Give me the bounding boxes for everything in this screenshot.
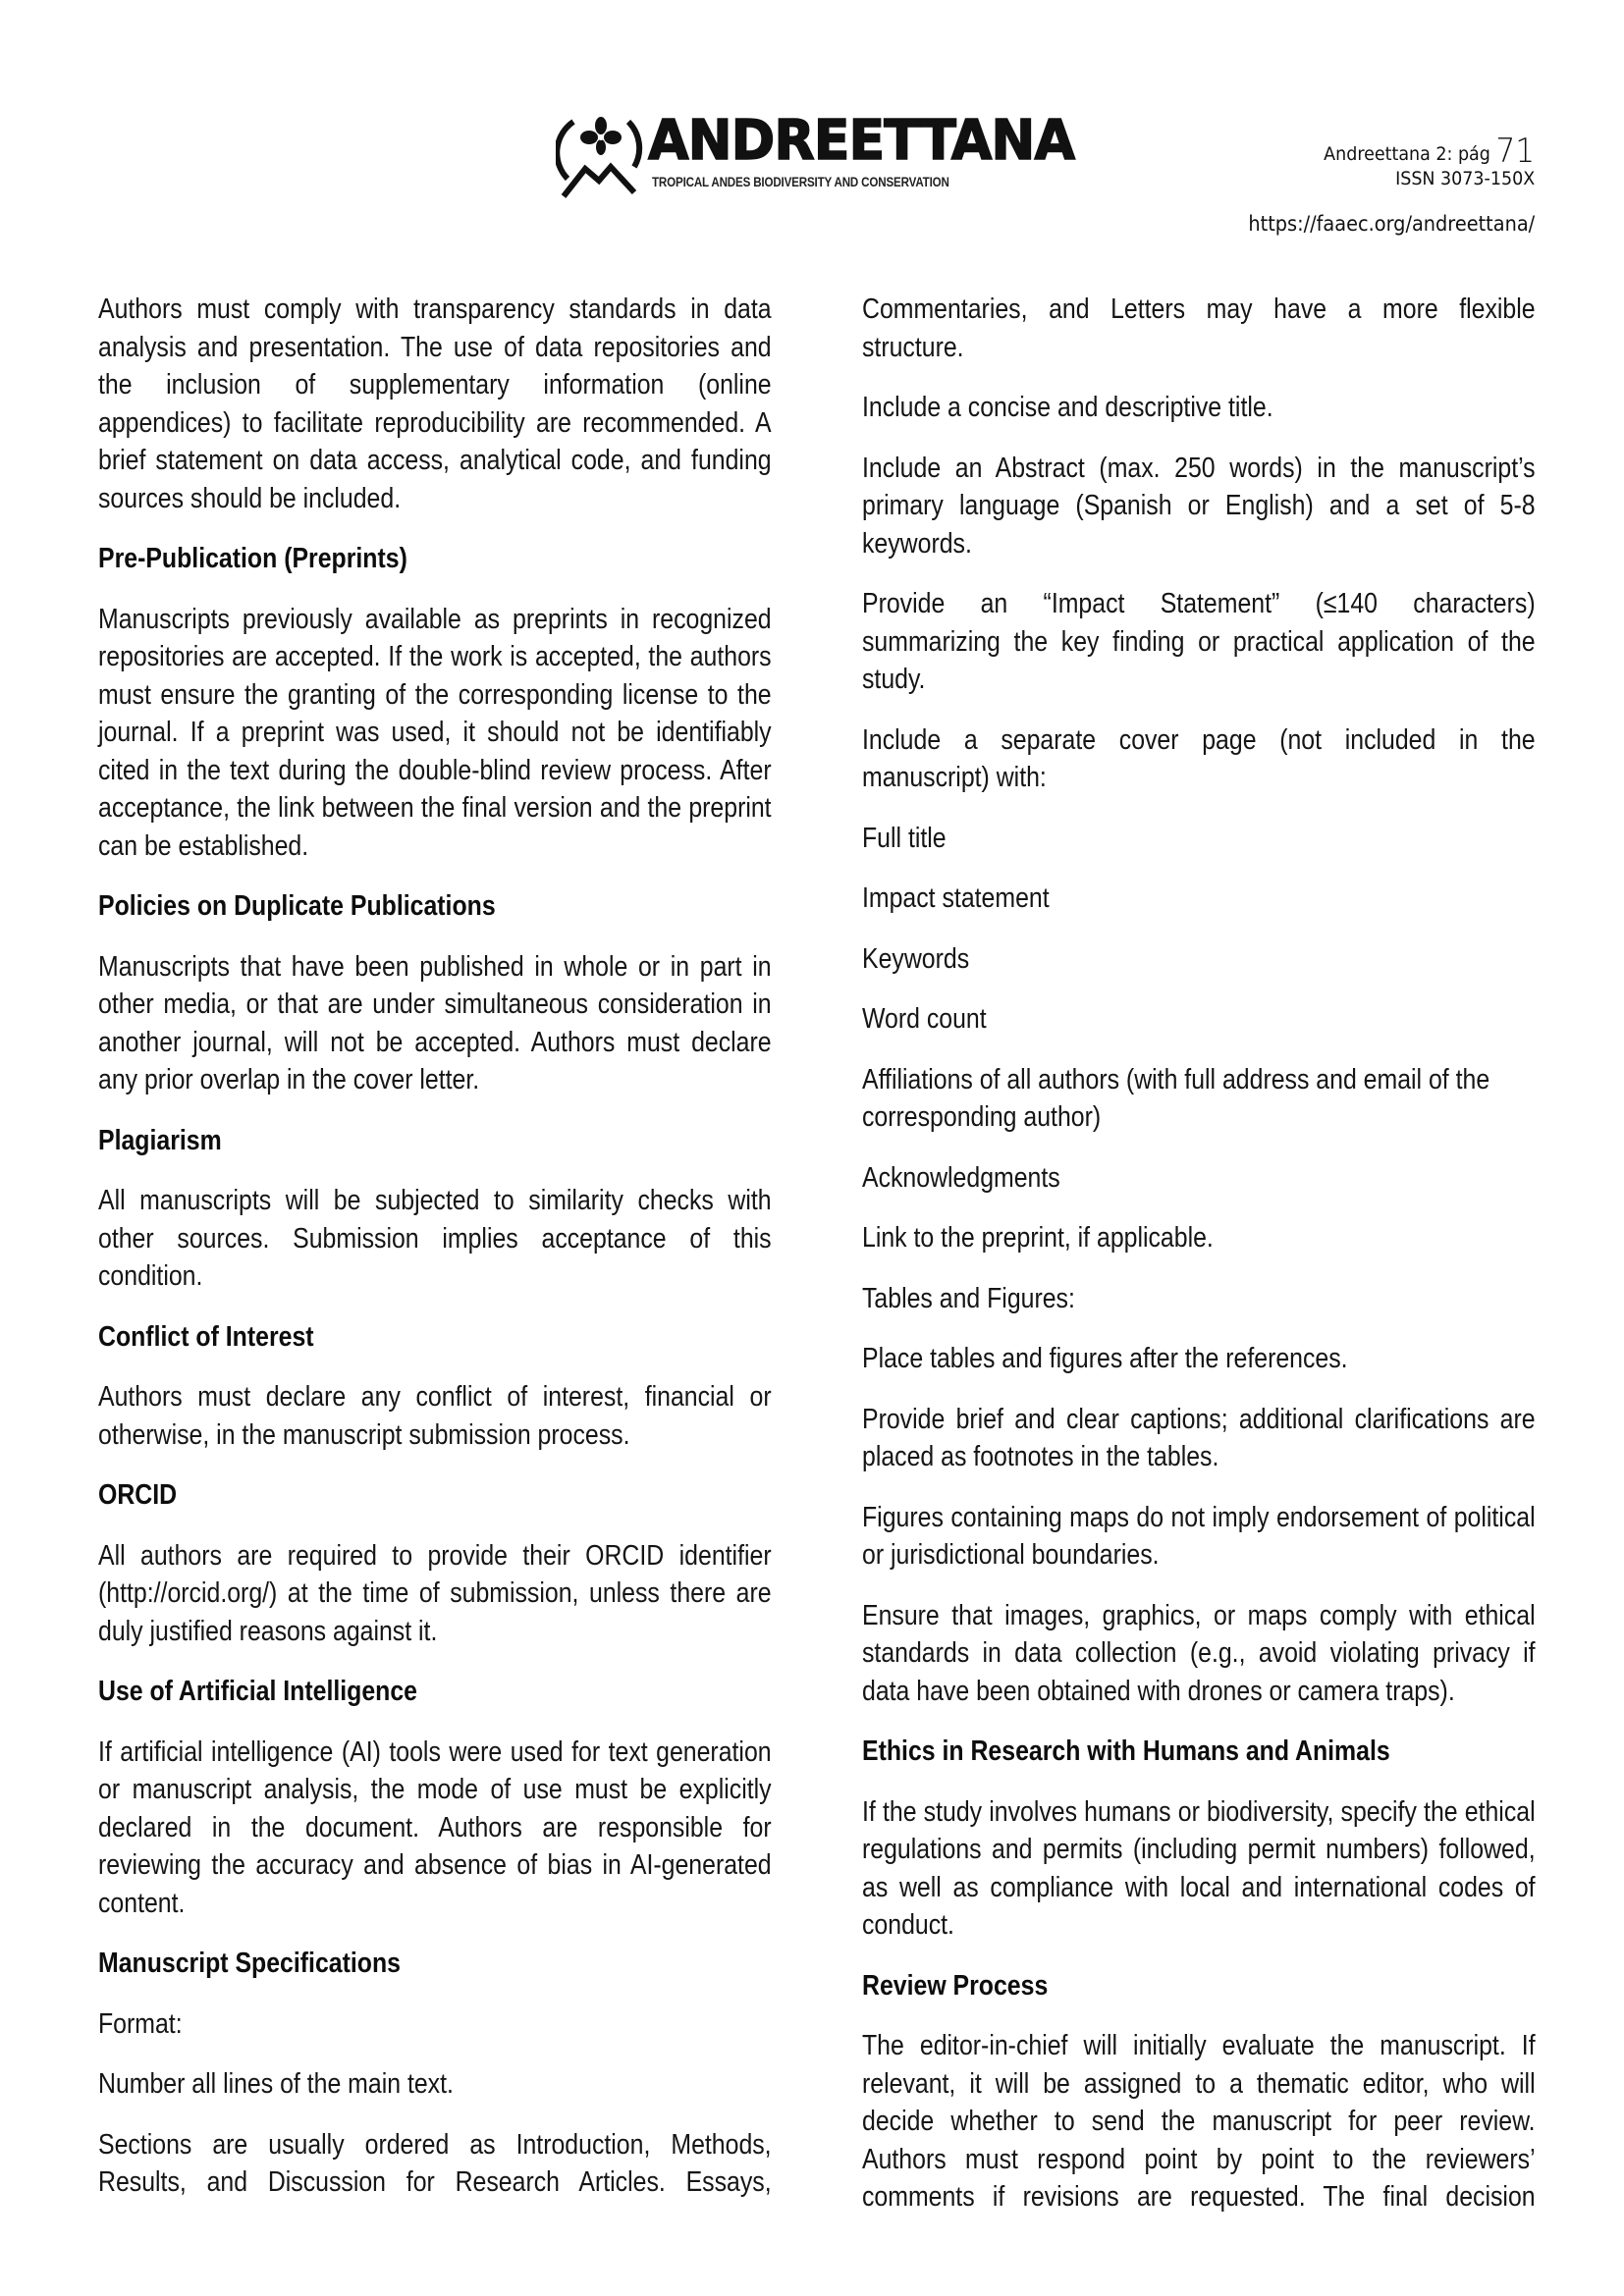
orchid-mountain-logo-icon (556, 108, 646, 198)
ethics-heading: Ethics in Research with Humans and Animals (862, 1735, 1390, 1767)
ai-use-heading: Use of Artificial Intelligence (98, 1676, 418, 1707)
journal-logo (556, 108, 1086, 198)
cover-item: Keywords (862, 942, 970, 975)
section-order-paragraph: Sections are usually ordered as Introduction, Methods, Results, and Discussion for Research Articles. Essays, (98, 2128, 772, 2198)
tables-rule: Provide brief and clear captions; additional clarifications are placed as footnotes in the tables. (862, 1403, 1536, 1472)
section-order-continued: Commentaries, and Letters may have a more flexible structure. (862, 294, 1536, 363)
cover-item: Affiliations of all authors (with full address and email of the corresponding author) (862, 1063, 1490, 1133)
transparency-paragraph: Authors must comply with transparency standards in data analysis and presentation. The use of data repositories and the inclusion of supplementary information (online appendices) to facilitate reproducibility are recommended. A brief statement on data access, analytical code, and funding sources should be included. (98, 294, 772, 514)
journal-reference (1248, 132, 1535, 171)
journal-url[interactable]: https://faaec.org/andreettana/ (1248, 212, 1535, 236)
manuscript-specs-heading: Manuscript Specifications (98, 1948, 401, 1979)
format-label: Format: (98, 2007, 183, 2040)
cover-page-rule: Include a separate cover page (not included in the manuscript) with: (862, 723, 1536, 793)
tables-rule: Place tables and figures after the references. (862, 1343, 1348, 1374)
orcid-paragraph: All authors are required to provide their ORCID identifier (http://orcid.org/) at the time of submission, unless there are duly justified reasons against it. (98, 1539, 772, 1647)
orcid-heading: ORCID (98, 1479, 178, 1511)
left-column (98, 291, 772, 2224)
duplicate-publications-heading: Policies on Duplicate Publications (98, 890, 496, 922)
plagiarism-paragraph: All manuscripts will be subjected to similarity checks with other sources. Submission implies acceptance of this condition. (98, 1185, 772, 1292)
cover-item: Impact statement (862, 882, 1050, 914)
journal-issue: Andreettana 2: pág (1323, 143, 1490, 165)
preprints-heading: Pre-Publication (Preprints) (98, 543, 407, 574)
line-numbering-rule: Number all lines of the main text. (98, 2068, 454, 2100)
ethics-paragraph: If the study involves humans or biodiversity, specify the ethical regulations and permits (including permit numbers) followed, as well as compliance with local and international codes of conduct. (862, 1795, 1536, 1941)
ai-use-paragraph: If artificial intelligence (AI) tools were used for text generation or manuscript analysis, the mode of use must be explicitly declared in the document. Authors are responsible for reviewing the accuracy and absence of bias in AI-generated content. (98, 1735, 772, 1919)
conflict-of-interest-heading: Conflict of Interest (98, 1320, 314, 1353)
logo-tagline: TROPICAL ANDES BIODIVERSITY AND CONSERVATION (652, 175, 949, 189)
logo-wordmark: ANDREETTANA (648, 109, 1075, 173)
page-number: 71 (1495, 132, 1535, 171)
right-column (862, 291, 1536, 2239)
abstract-rule: Include an Abstract (max. 250 words) in the manuscript’s primary language (Spanish or English) and a set of 5-8 keywords. (862, 452, 1536, 560)
review-process-heading: Review Process (862, 1969, 1049, 2002)
title-rule: Include a concise and descriptive title. (862, 392, 1273, 423)
conflict-of-interest-paragraph: Authors must declare any conflict of interest, financial or otherwise, in the manuscript submission process. (98, 1381, 772, 1451)
preprints-paragraph: Manuscripts previously available as preprints in recognized repositories are accepted. If the work is accepted, the authors must ensure the granting of the corresponding license to the journal. If a preprint was used, it should not be identifiably cited in the text during the double-blind review process. After acceptance, the link between the final version and the preprint can be established. (98, 603, 772, 862)
header-meta (1223, 132, 1535, 236)
tables-rule: Ensure that images, graphics, or maps comply with ethical standards in data collection (e.g., avoid violating privacy if data have been obtained with drones or camera traps). (862, 1599, 1536, 1707)
issn: ISSN 3073-150X (1394, 168, 1535, 189)
plagiarism-heading: Plagiarism (98, 1124, 222, 1156)
impact-statement-rule: Provide an “Impact Statement” (≤140 characters) summarizing the key finding or practical application of the study. (862, 588, 1536, 695)
cover-item: Word count (862, 1003, 987, 1035)
review-process-paragraph: The editor-in-chief will initially evaluate the manuscript. If relevant, it will be assigned to a thematic editor, who will decide whether to send the manuscript for peer review. Authors must respond point by point to the reviewers’ comments if revisions are requested. The final decision (862, 2030, 1536, 2213)
tables-figures-label: Tables and Figures: (862, 1282, 1075, 1314)
cover-item: Full title (862, 822, 947, 854)
cover-item: Acknowledgments (862, 1161, 1060, 1194)
cover-item: Link to the preprint, if applicable. (862, 1222, 1214, 1254)
tables-rule: Figures containing maps do not imply endorsement of political or jurisdictional boundaries. (862, 1501, 1536, 1571)
duplicate-publications-paragraph: Manuscripts that have been published in whole or in part in other media, or that are under simultaneous consideration in another journal, will not be accepted. Authors must declare any prior overlap in the cover letter. (98, 950, 772, 1095)
